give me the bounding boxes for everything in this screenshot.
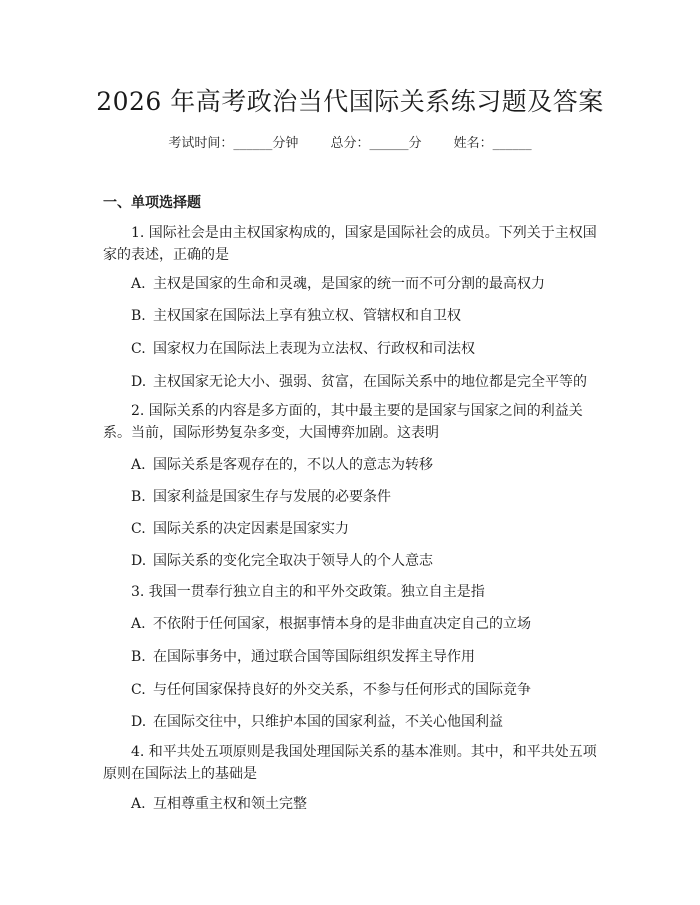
question-1-stem: 1. 国际社会是由主权国家构成的，国家是国际社会的成员。下列关于主权国家的表述，正确的是 xyxy=(103,225,597,263)
exam-meta xyxy=(0,132,700,151)
question-2-stem: 2. 国际关系的内容是多方面的，其中最主要的是国家与国家之间的利益关系。当前，国际形势复杂多变，大国博弈加剧。这表明 xyxy=(103,403,583,441)
total-score-field: 总分：______分 xyxy=(330,136,422,151)
question-1-option-c: C. 国家权力在国际法上表现为立法权、行政权和司法权 xyxy=(131,341,475,357)
question-2-option-c: C. 国际关系的决定因素是国家实力 xyxy=(131,521,349,537)
question-4-stem: 4. 和平共处五项原则是我国处理国际关系的基本准则。其中，和平共处五项原则在国际法上的基础是 xyxy=(103,744,597,782)
page-title: 2026 年高考政治当代国际关系练习题及答案 xyxy=(96,87,604,116)
question-3-option-c: C. 与任何国家保持良好的外交关系，不参与任何形式的国际竞争 xyxy=(131,682,531,698)
question-1-option-a: A. 主权是国家的生命和灵魂，是国家的统一而不可分割的最高权力 xyxy=(131,276,545,292)
question-2-option-a: A. 国际关系是客观存在的，不以人的意志为转移 xyxy=(131,457,433,473)
student-name-field: 姓名：______ xyxy=(453,136,532,151)
question-3-option-a: A. 不依附于任何国家，根据事情本身的是非曲直决定自己的立场 xyxy=(131,616,531,632)
question-3-stem: 3. 我国一贯奉行独立自主的和平外交政策。独立自主是指 xyxy=(131,584,485,600)
question-2-option-b: B. 国家利益是国家生存与发展的必要条件 xyxy=(131,489,391,505)
question-3-option-b: B. 在国际事务中，通过联合国等国际组织发挥主导作用 xyxy=(131,649,475,665)
question-1-option-b: B. 主权国家在国际法上享有独立权、管辖权和自卫权 xyxy=(131,308,461,324)
exam-time-field: 考试时间：______分钟 xyxy=(168,136,299,151)
question-4-option-a: A. 互相尊重主权和领土完整 xyxy=(131,796,307,812)
question-1-option-d: D. 主权国家无论大小、强弱、贫富，在国际关系中的地位都是完全平等的 xyxy=(131,374,587,390)
section-heading: 一、单项选择题 xyxy=(103,195,201,211)
question-2-option-d: D. 国际关系的变化完全取决于领导人的个人意志 xyxy=(131,553,433,569)
question-3-option-d: D. 在国际交往中，只维护本国的国家利益，不关心他国利益 xyxy=(131,714,503,730)
